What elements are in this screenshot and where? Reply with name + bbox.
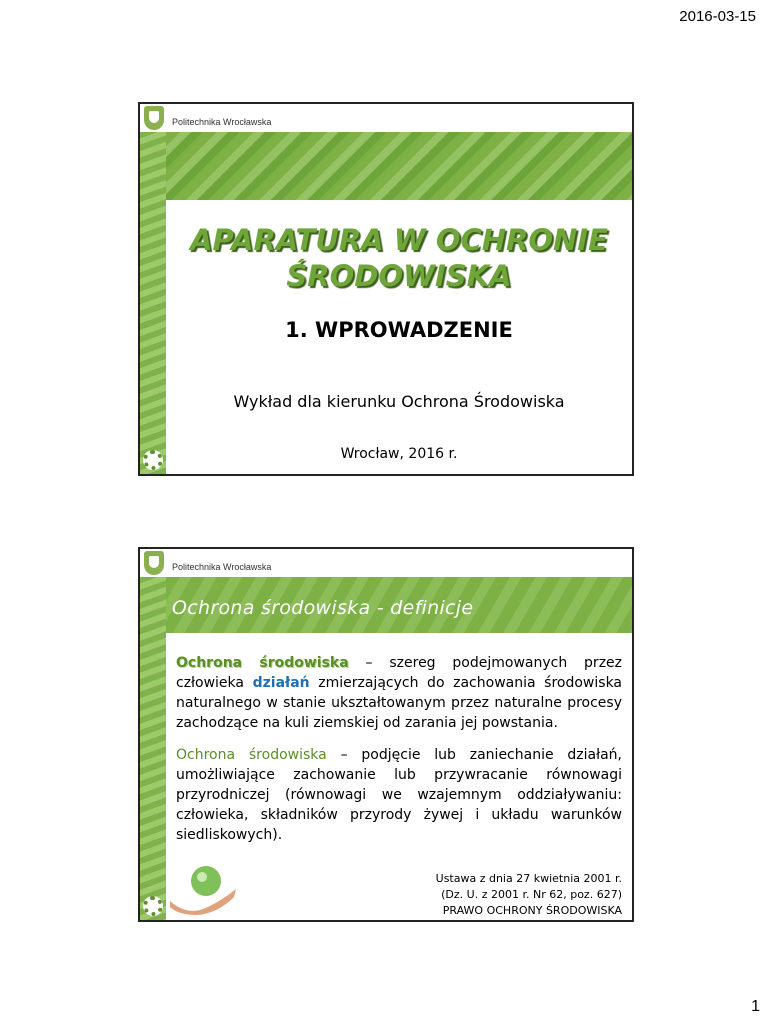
hands-globe-icon xyxy=(168,861,238,917)
slide-heading: Ochrona środowiska - definicje xyxy=(172,597,474,619)
definition-1-text-b: zmierzających do zachowania środowiska naturalnego w stanie ukształtowanym przez naturalne procesy zachodzące na kuli ziemskiej od zarania jej powstania. xyxy=(176,675,623,731)
definition-1-highlight: działań xyxy=(252,675,310,691)
definition-2-term: Ochrona środowiska xyxy=(176,747,327,763)
slide-subtitle: 1. WPROWADZENIE xyxy=(285,318,513,342)
definitions-body xyxy=(176,653,622,857)
definition-1 xyxy=(176,653,622,733)
place-date: Wrocław, 2016 r. xyxy=(340,446,458,462)
page-date: 2016-03-15 xyxy=(679,8,756,25)
lecture-info: Wykład dla kierunku Ochrona Środowiska xyxy=(233,392,565,411)
logo-bar xyxy=(140,104,632,132)
logo-bar xyxy=(140,549,632,577)
gear-icon xyxy=(143,450,163,470)
institution-name: Politechnika Wrocławska xyxy=(172,562,272,572)
university-crest-icon xyxy=(144,106,164,130)
reference-line-2: (Dz. U. z 2001 r. Nr 62, poz. 627) xyxy=(441,888,622,901)
title-line-1: APARATURA W OCHRONIE xyxy=(190,223,608,257)
definition-1-text-a: – szereg podejmowanych przez człowieka xyxy=(176,655,622,691)
definition-2 xyxy=(176,745,622,845)
university-crest-icon xyxy=(144,551,164,575)
slide-title xyxy=(166,222,632,294)
decorative-strip xyxy=(140,132,166,474)
institution-name: Politechnika Wrocławska xyxy=(172,117,272,127)
page-number: 1 xyxy=(751,998,760,1015)
gear-icon xyxy=(143,896,163,916)
definition-1-term: Ochrona środowiska xyxy=(176,655,349,671)
definition-2-text: – podjęcie lub zaniechanie działań, umożliwiające zachowanie lub przywracanie równowagi przyrodniczej (równowagi we wzajemnym oddziaływaniu: człowieka, składników przyrody żywej i układu warunków siedliskowych). xyxy=(176,747,623,843)
definitions-slide xyxy=(138,547,634,922)
reference-line-3: PRAWO OCHRONY ŚRODOWISKA xyxy=(442,904,622,917)
decorative-strip xyxy=(140,577,166,920)
title-slide xyxy=(138,102,634,476)
header-banner xyxy=(166,132,632,200)
legal-reference xyxy=(436,871,622,919)
title-line-2: ŚRODOWISKA xyxy=(286,259,512,293)
reference-line-1: Ustawa z dnia 27 kwietnia 2001 r. xyxy=(435,872,622,885)
